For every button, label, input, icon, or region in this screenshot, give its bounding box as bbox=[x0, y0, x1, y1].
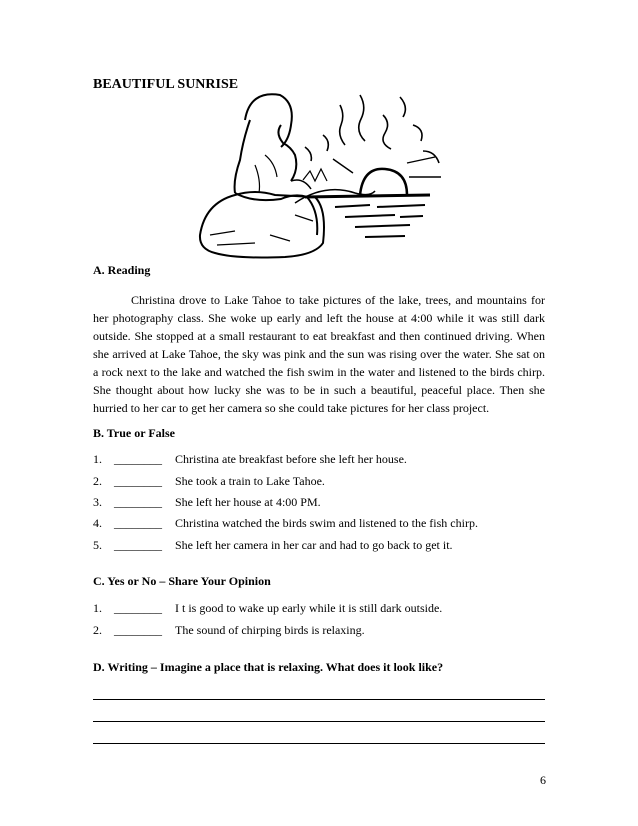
writing-line[interactable] bbox=[93, 721, 545, 722]
question-text: Christina watched the birds swim and listened to the fish chirp. bbox=[175, 516, 478, 530]
question-text: She left her house at 4:00 PM. bbox=[175, 495, 321, 509]
question-text: The sound of chirping birds is relaxing. bbox=[175, 623, 365, 637]
answer-blank[interactable]: ________ bbox=[114, 623, 162, 637]
page-title: BEAUTIFUL SUNRISE bbox=[93, 77, 239, 92]
woman-watching-sunrise-icon bbox=[195, 85, 535, 265]
section-d-heading: D. Writing – Imagine a place that is relaxing. What does it look like? bbox=[93, 660, 444, 674]
question-text: She left her camera in her car and had to go back to get it. bbox=[175, 538, 453, 552]
reading-paragraph bbox=[93, 291, 545, 417]
writing-line[interactable] bbox=[93, 743, 545, 744]
page-number: 6 bbox=[540, 773, 546, 787]
writing-line[interactable] bbox=[93, 699, 545, 700]
answer-blank[interactable]: ________ bbox=[114, 516, 162, 530]
section-b-heading: B. True or False bbox=[93, 426, 175, 440]
question-number: 2. bbox=[93, 474, 102, 488]
answer-blank[interactable]: ________ bbox=[114, 474, 162, 488]
question-number: 1. bbox=[93, 452, 102, 466]
question-number: 1. bbox=[93, 601, 102, 615]
answer-blank[interactable]: ________ bbox=[114, 601, 162, 615]
question-text: She took a train to Lake Tahoe. bbox=[175, 474, 325, 488]
answer-blank[interactable]: ________ bbox=[114, 452, 162, 466]
question-number: 5. bbox=[93, 538, 102, 552]
reading-text: Christina drove to Lake Tahoe to take pictures of the lake, trees, and mountains for her photography class. She woke up early and left the house at 4:00 while it was still dark outside. She stopped at a small restaurant to eat breakfast and then continued driving. When she arrived at Lake Tahoe, the sky was pink and the sun was rising over the water. She sat on a rock next to the lake and watched the fish swim in the water and listened to the birds chirp. She thought about how lucky she was to be in such a beautiful, peaceful place. Then she hurried to her car to get her camera so she could take pictures for her class project. bbox=[93, 293, 545, 415]
question-text: Christina ate breakfast before she left her house. bbox=[175, 452, 407, 466]
answer-blank[interactable]: ________ bbox=[114, 538, 162, 552]
section-a-heading: A. Reading bbox=[93, 263, 151, 277]
question-number: 3. bbox=[93, 495, 102, 509]
question-number: 2. bbox=[93, 623, 102, 637]
question-text: I t is good to wake up early while it is still dark outside. bbox=[175, 601, 443, 615]
question-number: 4. bbox=[93, 516, 102, 530]
answer-blank[interactable]: ________ bbox=[114, 495, 162, 509]
section-c-heading: C. Yes or No – Share Your Opinion bbox=[93, 574, 271, 588]
